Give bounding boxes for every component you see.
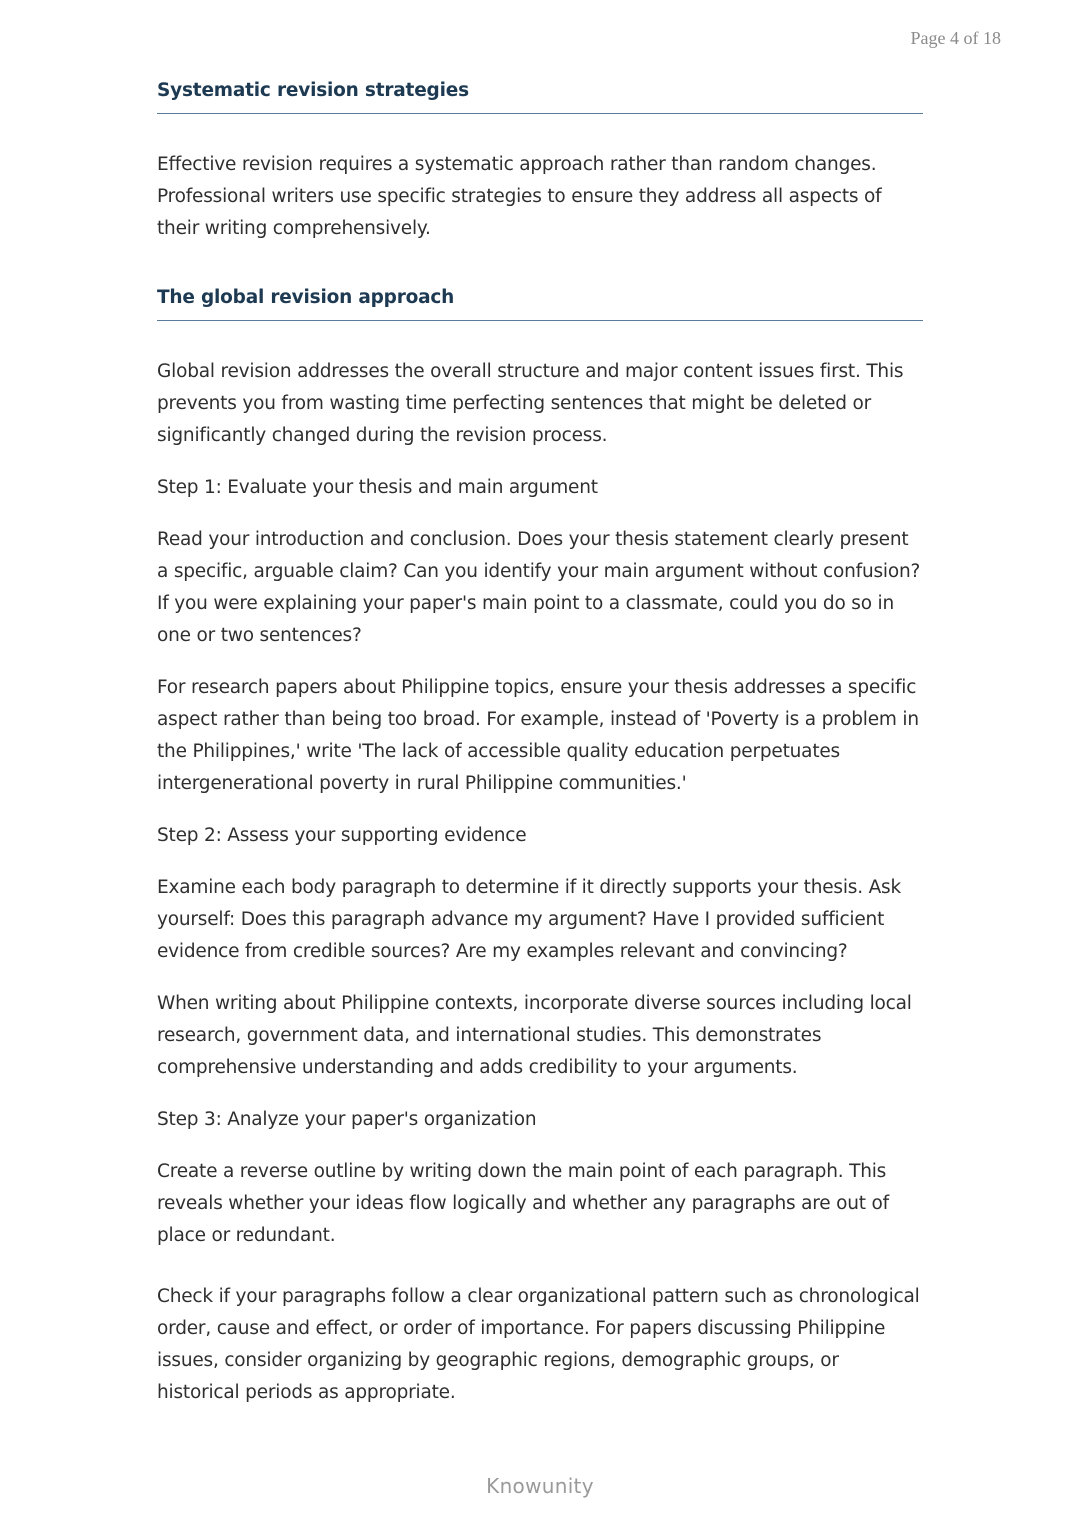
step-heading-2: Step 2: Assess your supporting evidence: [157, 825, 527, 846]
paragraph: Global revision addresses the overall structure and major content issues first. This prevents you from wasting time perfecting sentences that might be deleted or significantly changed during the revision process.: [157, 361, 904, 446]
document-body: [157, 80, 923, 1429]
page-number: Page 4 of 18: [910, 28, 1001, 48]
paragraph: Effective revision requires a systematic approach rather than random changes. Professional writers use specific strategies to ensure they address all aspects of their writing comprehensively.: [157, 154, 882, 239]
step-heading-3: Step 3: Analyze your paper's organization: [157, 1109, 537, 1130]
paragraph: Read your introduction and conclusion. Does your thesis statement clearly present a specific, arguable claim? Can you identify your main argument without confusion? If you were explaining your paper's main point to a classmate, could you do so in one or two sentences?: [157, 529, 921, 646]
step-heading-1: Step 1: Evaluate your thesis and main argument: [157, 477, 598, 498]
section-heading-global-revision: The global revision approach: [157, 287, 923, 321]
paragraph: Examine each body paragraph to determine if it directly supports your thesis. Ask yourself: Does this paragraph advance my argument? Have I provided sufficient evidence from credible sources? Are my examples relevant and convincing?: [157, 877, 901, 962]
footer-brand-logo: Knowunity: [486, 1474, 594, 1498]
section-heading-systematic-revision: Systematic revision strategies: [157, 80, 923, 114]
paragraph: When writing about Philippine contexts, incorporate diverse sources including local research, government data, and international studies. This demonstrates comprehensive understanding and adds credibility to your arguments.: [157, 993, 912, 1078]
paragraph: For research papers about Philippine topics, ensure your thesis addresses a specific aspect rather than being too broad. For example, instead of 'Poverty is a problem in the Philippines,' write 'The lack of accessible quality education perpetuates intergenerational poverty in rural Philippine communities.': [157, 677, 919, 794]
paragraph: Create a reverse outline by writing down the main point of each paragraph. This reveals whether your ideas flow logically and whether any paragraphs are out of place or redundant.: [157, 1161, 889, 1246]
paragraph: Check if your paragraphs follow a clear organizational pattern such as chronological order, cause and effect, or order of importance. For papers discussing Philippine issues, consider organizing by geographic regions, demographic groups, or historical periods as appropriate.: [157, 1286, 920, 1403]
